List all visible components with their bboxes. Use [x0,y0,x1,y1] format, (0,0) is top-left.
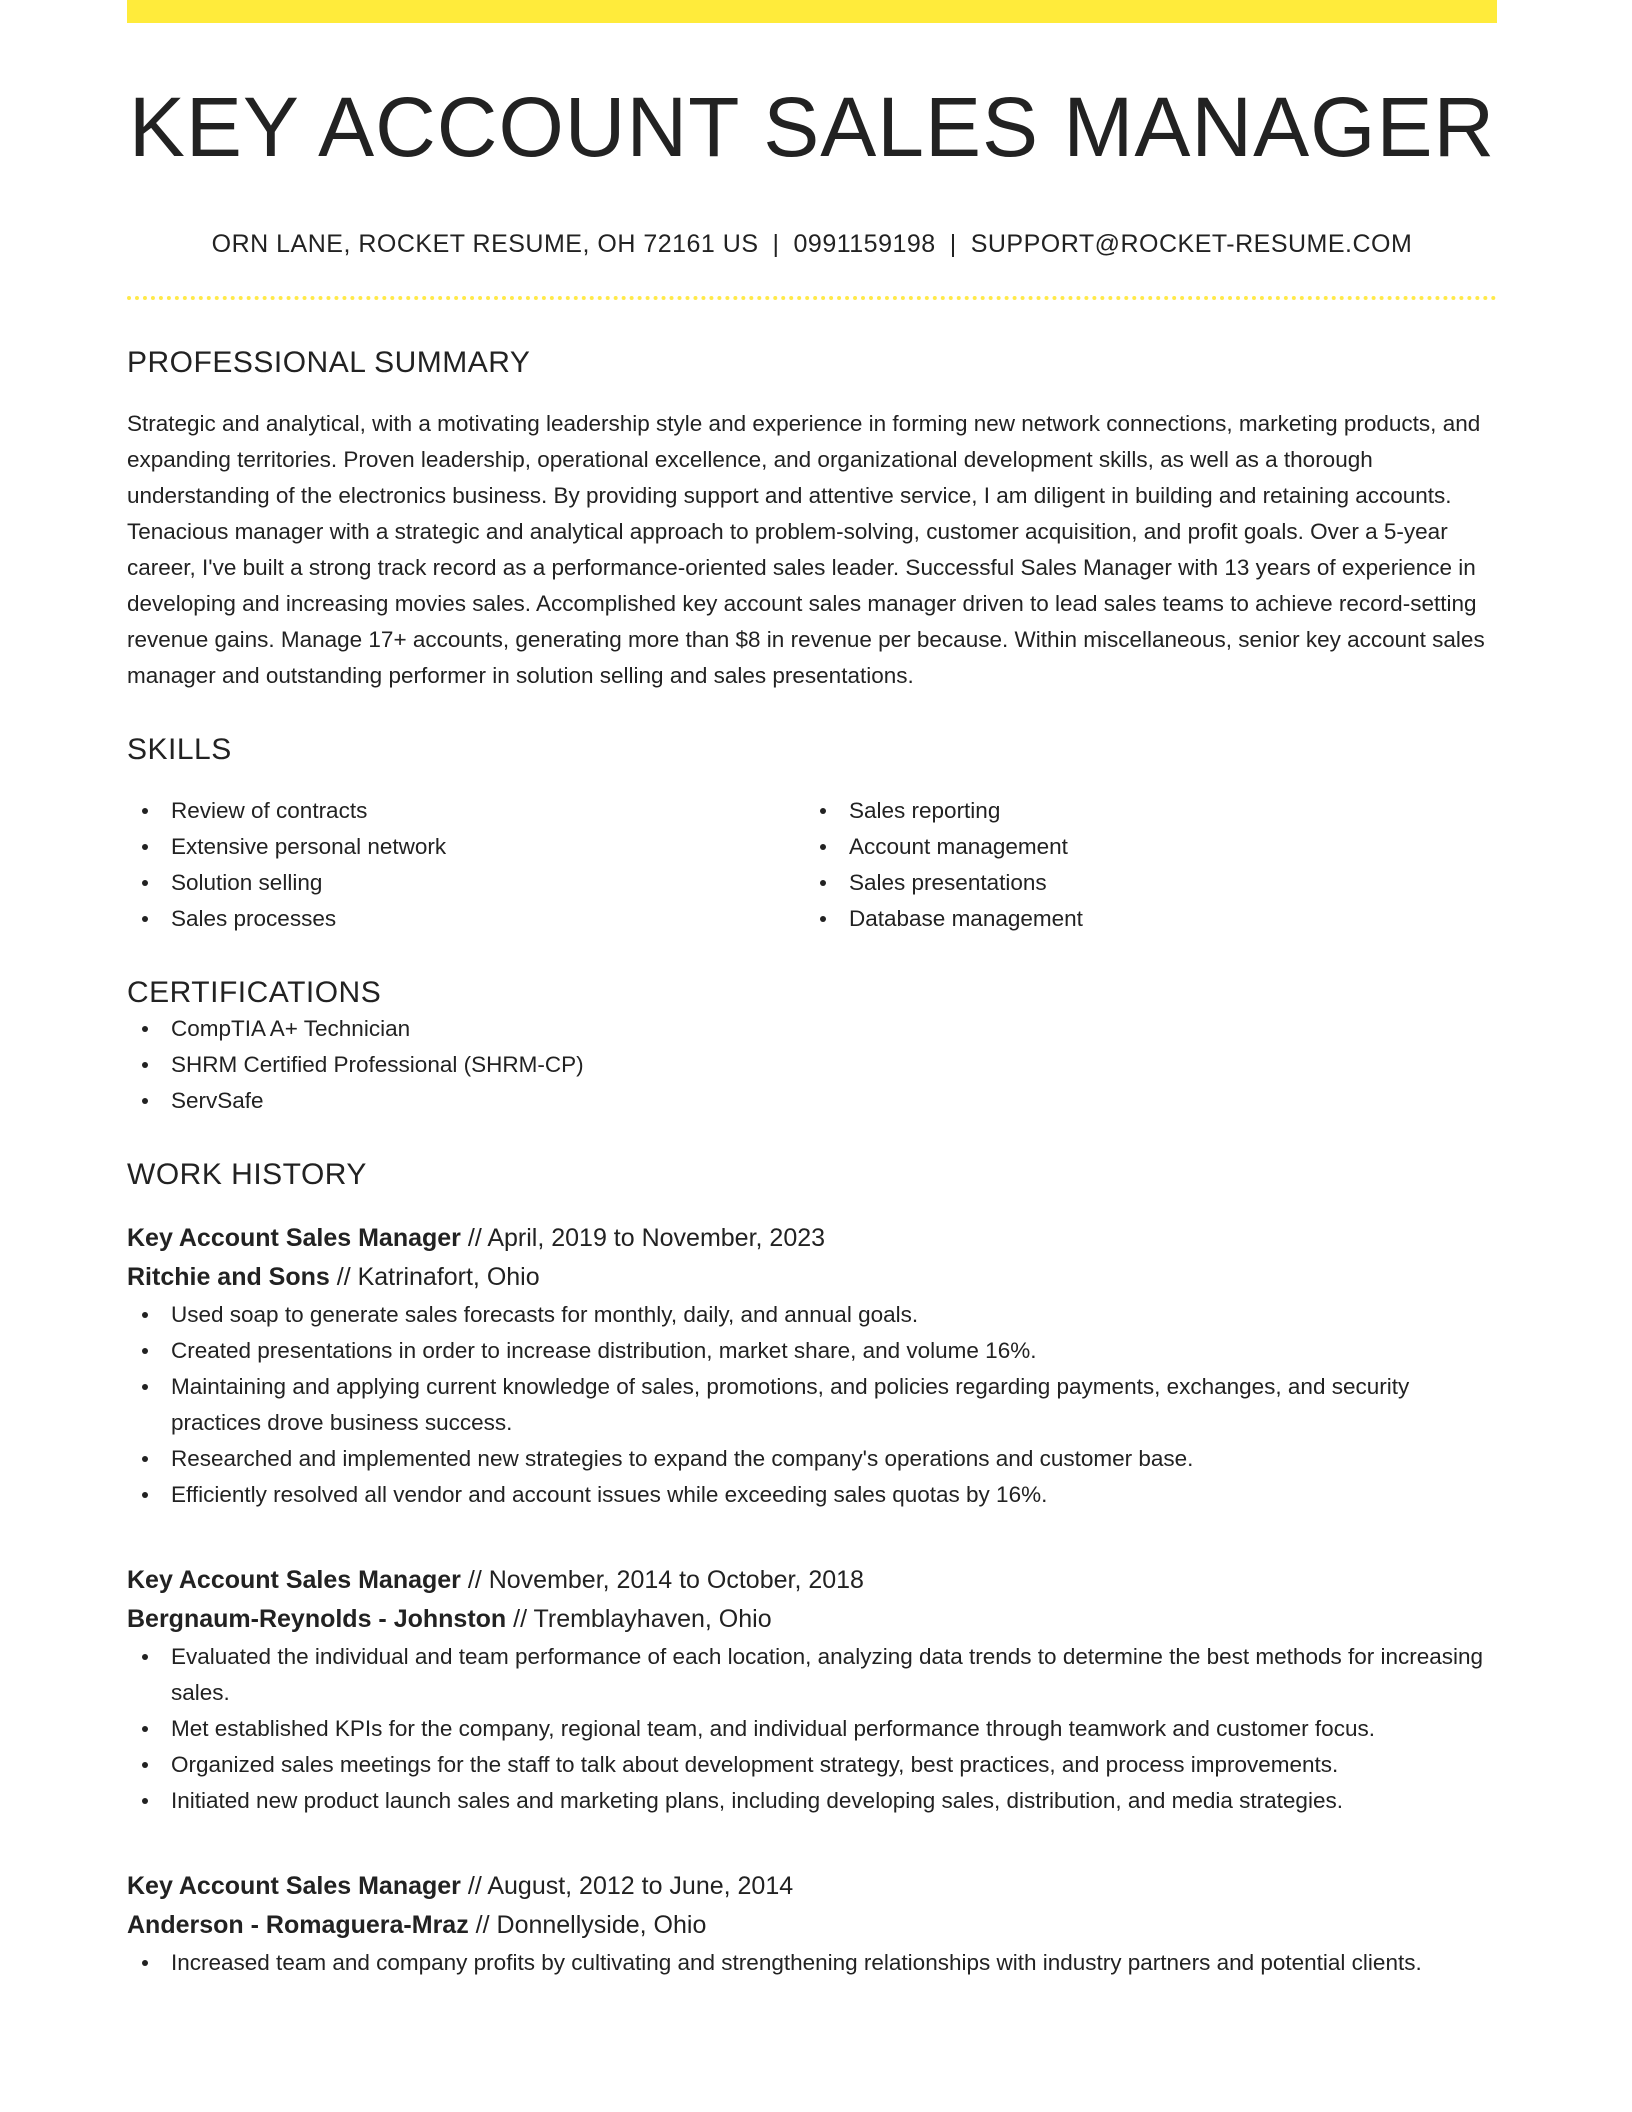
skills-column-left [127,793,805,937]
summary-section [127,345,1497,694]
summary-text: Strategic and analytical, with a motivating leadership style and experience in forming new network connections, marketing products, and expanding territories. Proven leadership, operational excellence, and organizational development skills, as well as a thorough understanding of the electronics business. By providing support and attentive service, I am diligent in building and retaining accounts. Tenacious manager with a strategic and analytical approach to problem-solving, customer acquisition, and profit goals. Over a 5-year career, I've built a strong track record as a performance-oriented sales leader. Successful Sales Manager with 13 years of experience in developing and increasing movies sales. Accomplished key account sales manager driven to lead sales teams to achieve record-setting revenue gains. Manage 17+ accounts, generating more than $8 in revenue per because. Within miscellaneous, senior key account sales manager and outstanding performer in solution selling and sales presentations. [127,411,1485,689]
certifications-list [127,1011,1497,1119]
skill-item: Account management [805,829,1483,865]
skills-list-right [805,793,1483,937]
work-history-section [127,1157,1497,1981]
job-location: // Katrinafort, Ohio [336,1263,540,1292]
dotted-divider [127,296,1497,300]
job-company-line [127,1600,1497,1639]
skill-item: Database management [805,901,1483,937]
skills-grid [127,793,1497,937]
job-bullet: Created presentations in order to increase distribution, market share, and volume 16%. [127,1333,1497,1369]
job-title-line [127,1219,1497,1258]
certifications-section [127,975,1497,1119]
section-title: CERTIFICATIONS [127,976,382,1010]
job-bullet-list [127,1945,1497,1981]
job-company: Anderson - Romaguera-Mraz [127,1911,469,1940]
skills-section [127,732,1497,937]
skill-item: Sales processes [127,901,805,937]
job-bullet: Initiated new product launch sales and marketing plans, including developing sales, distribution, and media strategies. [127,1783,1497,1819]
job-company-line [127,1906,1497,1945]
job-role: Key Account Sales Manager [127,1224,461,1253]
skill-item: Solution selling [127,865,805,901]
job-location: // Tremblayhaven, Ohio [513,1605,772,1634]
contact-phone: 0991159198 [793,230,936,259]
job-bullet: Met established KPIs for the company, regional team, and individual performance through teamwork and customer focus. [127,1711,1497,1747]
job-bullet: Organized sales meetings for the staff to talk about development strategy, best practices, and process improvements. [127,1747,1497,1783]
job-entry [127,1561,1497,1819]
contact-address: ORN LANE, ROCKET RESUME, OH 72161 US [211,230,759,259]
job-company: Ritchie and Sons [127,1263,330,1292]
job-role: Key Account Sales Manager [127,1872,461,1901]
job-location: // Donnellyside, Ohio [475,1911,707,1940]
contact-email: SUPPORT@ROCKET-RESUME.COM [970,230,1413,259]
contact-separator: | [772,230,780,259]
job-bullet-list [127,1639,1497,1819]
job-role: Key Account Sales Manager [127,1566,461,1595]
job-bullet: Maintaining and applying current knowledge of sales, promotions, and policies regarding payments, exchanges, and security practices drove business success. [127,1369,1497,1441]
job-dates: // April, 2019 to November, 2023 [467,1224,826,1253]
resume-page [127,0,1497,1981]
skills-list-left [127,793,805,937]
certification-item: SHRM Certified Professional (SHRM-CP) [127,1047,1497,1083]
job-bullet-list [127,1297,1497,1513]
certification-item: CompTIA A+ Technician [127,1011,1497,1047]
resume-title: KEY ACCOUNT SALES MANAGER [128,80,1496,174]
job-entry [127,1867,1497,1981]
job-bullet: Evaluated the individual and team performance of each location, analyzing data trends to determine the best methods for increasing sales. [127,1639,1497,1711]
skill-item: Extensive personal network [127,829,805,865]
job-company-line [127,1258,1497,1297]
job-title-line [127,1561,1497,1600]
accent-bar [127,0,1497,23]
job-bullet: Researched and implemented new strategies to expand the company's operations and customer base. [127,1441,1497,1477]
job-title-line [127,1867,1497,1906]
job-entry [127,1219,1497,1513]
job-dates: // August, 2012 to June, 2014 [467,1872,794,1901]
contact-separator: | [949,230,957,259]
job-company: Bergnaum-Reynolds - Johnston [127,1605,507,1634]
job-dates: // November, 2014 to October, 2018 [467,1566,864,1595]
section-title: SKILLS [127,733,232,767]
certification-item: ServSafe [127,1083,1497,1119]
skill-item: Sales presentations [805,865,1483,901]
skill-item: Review of contracts [127,793,805,829]
job-bullet: Used soap to generate sales forecasts for monthly, daily, and annual goals. [127,1297,1497,1333]
section-title: PROFESSIONAL SUMMARY [127,346,531,380]
section-title: WORK HISTORY [127,1158,367,1192]
skill-item: Sales reporting [805,793,1483,829]
job-bullet: Increased team and company profits by cultivating and strengthening relationships with industry partners and potential clients. [127,1945,1497,1981]
job-bullet: Efficiently resolved all vendor and account issues while exceeding sales quotas by 16%. [127,1477,1497,1513]
contact-line [127,229,1497,259]
skills-column-right [805,793,1483,937]
